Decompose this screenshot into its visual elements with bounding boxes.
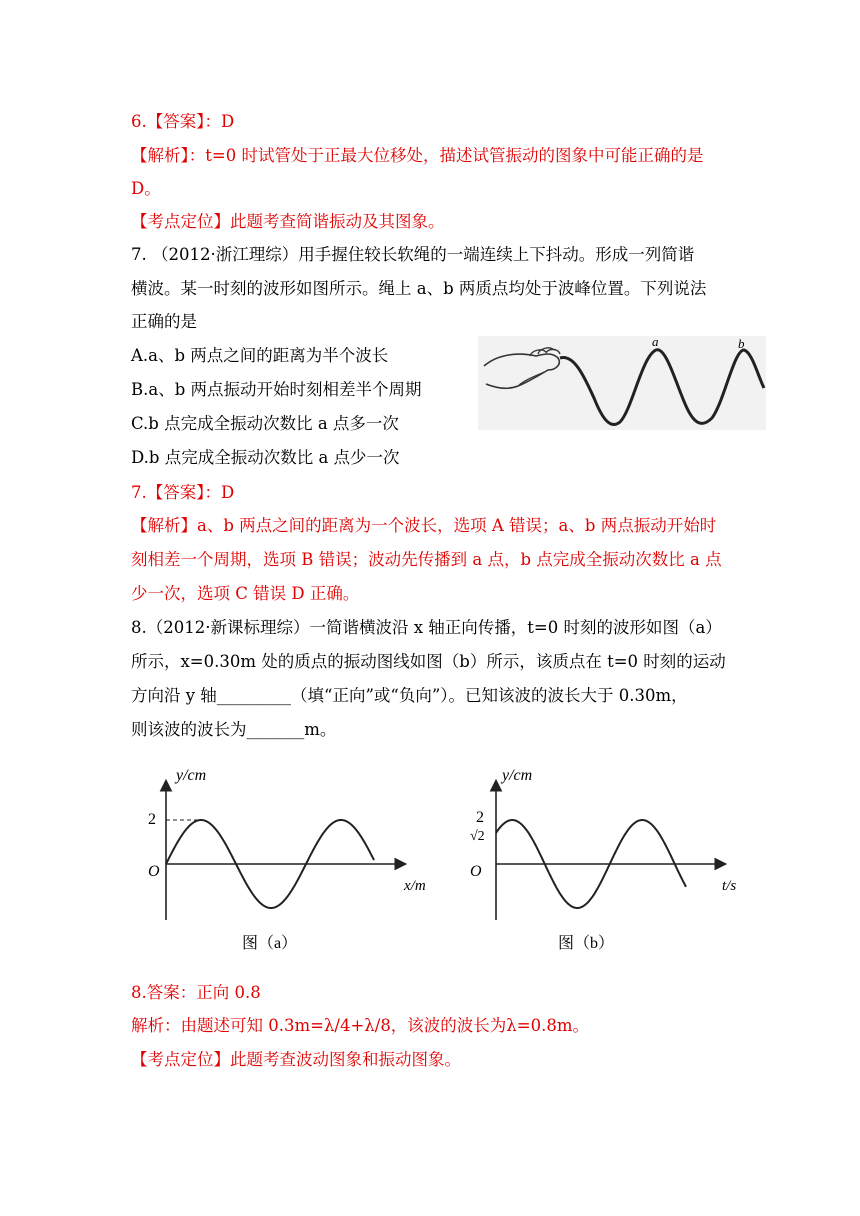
rope-wave-line — [560, 350, 764, 425]
q7-stem-line3: 正确的是 — [131, 312, 197, 331]
figure-a-graph — [142, 760, 432, 960]
label-b: b — [738, 336, 745, 351]
rope-wave-drawing — [478, 336, 766, 430]
q6-analysis-line2: D。 — [131, 179, 161, 198]
q8-stem-line4: 则该波的波长为_______m。 — [131, 720, 337, 739]
q8-figure-b — [448, 760, 738, 960]
x-axis-label: x/m — [404, 878, 426, 894]
q7-stem-line2: 横波。某一时刻的波形如图所示。绳上 a、b 两质点均处于波峰位置。下列说法 — [131, 279, 707, 298]
q7-rope-wave-figure — [478, 336, 766, 430]
q6-analysis-line1: 【解析】：t=0 时试管处于正最大位移处，描述试管振动的图象中可能正确的是 — [131, 146, 704, 165]
tick-2: 2 — [476, 809, 484, 826]
tick-2: 2 — [148, 811, 156, 828]
t-axis-label: t/s — [722, 878, 737, 894]
caption-a: 图（a） — [242, 935, 298, 952]
q8-analysis: 解析：由题述可知 0.3m=λ/4+λ/8，该波的波长为λ=0.8m。 — [131, 1016, 589, 1035]
q7-analysis-line2: 刻相差一个周期，选项 B 错误；波动先传播到 a 点，b 点完成全振动次数比 a 点 — [131, 550, 722, 569]
tick-sqrt2: √2 — [470, 829, 485, 844]
q7-option-d: D.b 点完成全振动次数比 a 点少一次 — [131, 448, 400, 467]
q7-analysis-line3: 少一次，选项 C 错误 D 正确。 — [131, 584, 360, 603]
y-axis-label: y/cm — [502, 767, 533, 784]
figure-b-graph — [448, 760, 738, 960]
q8-figure-a — [142, 760, 432, 960]
q8-stem-line2: 所示，x=0.30m 处的质点的振动图线如图（b）所示，该质点在 t=0 时刻的运动 — [131, 652, 726, 671]
origin-label: O — [148, 863, 160, 880]
q7-analysis-line1: 【解析】a、b 两点之间的距离为一个波长，选项 A 错误；a、b 两点振动开始时 — [131, 516, 717, 535]
label-a: a — [652, 336, 659, 349]
origin-label: O — [470, 863, 482, 880]
q8-answer: 8.答案：正向 0.8 — [131, 983, 261, 1002]
caption-b: 图（b） — [558, 935, 615, 952]
q8-kaodian: 【考点定位】此题考查波动图象和振动图象。 — [131, 1050, 461, 1069]
q7-option-a: A.a、b 两点之间的距离为半个波长 — [131, 346, 389, 365]
q7-option-c: C.b 点完成全振动次数比 a 点多一次 — [131, 414, 399, 433]
q7-option-b: B.a、b 两点振动开始时刻相差半个周期 — [131, 380, 422, 399]
q8-stem-line3: 方向沿 y 轴_________（填“正向”或“负向”）。已知该波的波长大于 0.30m， — [131, 686, 688, 705]
q8-stem-line1: 8.（2012·新课标理综）一简谐横波沿 x 轴正向传播，t=0 时刻的波形如图（a） — [131, 618, 722, 637]
q6-answer: 6.【答案】：D — [131, 112, 235, 131]
y-axis-label: y/cm — [176, 767, 207, 784]
q7-stem-line1: 7. （2012·浙江理综）用手握住较长软绳的一端连续上下抖动。形成一列简谐 — [131, 245, 695, 264]
q6-kaodian: 【考点定位】此题考查简谐振动及其图象。 — [131, 212, 445, 231]
q7-answer: 7.【答案】：D — [131, 483, 235, 502]
